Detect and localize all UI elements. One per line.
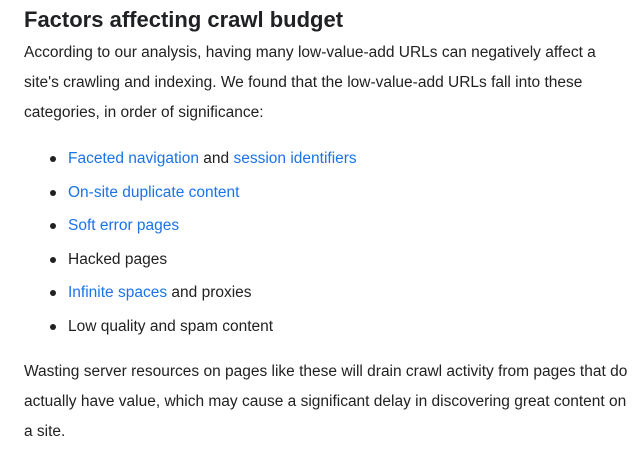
list-item-infinite-spaces [68, 276, 628, 310]
bullet-icon [50, 156, 56, 162]
list-item-duplicate-content [68, 176, 628, 210]
bullet-icon [50, 324, 56, 330]
session-identifiers-link[interactable]: session identifiers [233, 150, 357, 167]
bullet-icon [50, 190, 56, 196]
list-item-soft-error-pages [68, 209, 628, 243]
section-heading: Factors affecting crawl budget [24, 7, 344, 32]
bullet-icon [50, 223, 56, 229]
hacked-pages-text: Hacked pages [68, 250, 168, 268]
bullet-icon [50, 290, 56, 296]
list-item-low-quality [68, 310, 628, 344]
list-item-tail: and proxies [167, 284, 252, 301]
list-item-hacked-pages [68, 243, 628, 277]
intro-paragraph: According to our analysis, having many low-value-add URLs can negatively affect a site's crawling and indexing. We found that the low-value-add URLs fall into these categories, in order of significance: [24, 44, 596, 121]
outro-paragraph: Wasting server resources on pages like these will drain crawl activity from pages that do actually have value, which may cause a significant delay in discovering great content on a site. [24, 363, 628, 440]
list-item-faceted-navigation [68, 142, 628, 176]
duplicate-content-link[interactable]: On-site duplicate content [68, 183, 240, 201]
faceted-navigation-link[interactable]: Faceted navigation [68, 150, 199, 167]
bullet-icon [50, 257, 56, 263]
list-item-connector: and [198, 150, 234, 167]
infinite-spaces-link[interactable]: Infinite spaces [68, 284, 168, 301]
soft-error-pages-link[interactable]: Soft error pages [68, 217, 180, 234]
low-quality-text: Low quality and spam content [68, 317, 274, 335]
category-list [24, 142, 628, 343]
